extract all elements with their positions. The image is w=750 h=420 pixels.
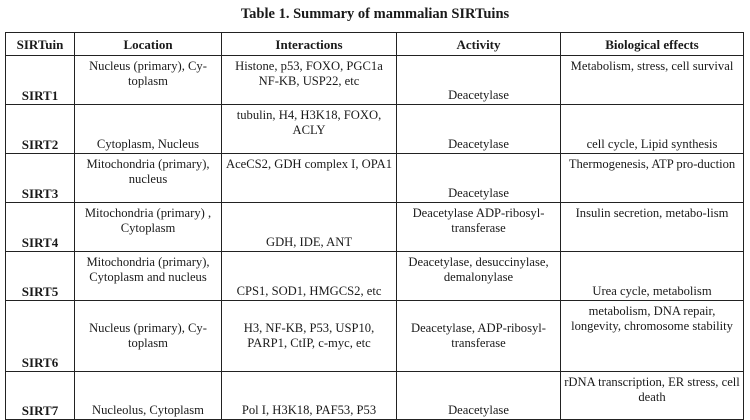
effects-cell: Thermogenesis, ATP pro-duction [561, 154, 744, 203]
sirtuin-name: SIRT1 [6, 56, 75, 105]
location-cell: Nucleus (primary), Cy-toplasm [75, 56, 222, 105]
sirtuin-name: SIRT6 [6, 301, 75, 372]
header-sirtuin: SIRTuin [6, 33, 75, 56]
table-row [6, 56, 744, 105]
activity-cell: Deacetylase [397, 105, 561, 154]
sirtuin-summary-table [5, 32, 744, 420]
activity-cell: Deacetylase [397, 154, 561, 203]
effects-cell: rDNA transcription, ER stress, cell death [561, 372, 744, 420]
interactions-cell: Histone, p53, FOXO, PGC1a NF-KB, USP22, etc [222, 56, 397, 105]
location-cell: Mitochondria (primary), Cytoplasm and nucleus [75, 252, 222, 301]
table-row [6, 154, 744, 203]
table-row [6, 301, 744, 372]
interactions-cell: GDH, IDE, ANT [222, 203, 397, 252]
sirtuin-name: SIRT4 [6, 203, 75, 252]
effects-cell: Metabolism, stress, cell survival [561, 56, 744, 105]
header-activity: Activity [397, 33, 561, 56]
interactions-cell: tubulin, H4, H3K18, FOXO, ACLY [222, 105, 397, 154]
header-interactions: Interactions [222, 33, 397, 56]
activity-cell: Deacetylase [397, 372, 561, 420]
sirtuin-name: SIRT5 [6, 252, 75, 301]
header-biological-effects: Biological effects [561, 33, 744, 56]
table-row [6, 105, 744, 154]
effects-cell: metabolism, DNA repair, longevity, chromosome stability [561, 301, 744, 372]
location-cell: Nucleus (primary), Cy-toplasm [75, 301, 222, 372]
header-row [6, 33, 744, 56]
header-location: Location [75, 33, 222, 56]
table-caption: Table 1. Summary of mammalian SIRTuins [240, 6, 510, 22]
sirtuin-name: SIRT7 [6, 372, 75, 420]
effects-cell: Urea cycle, metabolism [561, 252, 744, 301]
activity-cell: Deacetylase ADP-ribosyl-transferase [397, 203, 561, 252]
sirtuin-name: SIRT2 [6, 105, 75, 154]
interactions-cell: AceCS2, GDH complex I, OPA1 [222, 154, 397, 203]
activity-cell: Deacetylase [397, 56, 561, 105]
interactions-cell: CPS1, SOD1, HMGCS2, etc [222, 252, 397, 301]
sirtuin-name: SIRT3 [6, 154, 75, 203]
location-cell: Mitochondria (primary), nucleus [75, 154, 222, 203]
table-row [6, 372, 744, 420]
interactions-cell: H3, NF-KB, P53, USP10, PARP1, CtIP, c-myc, etc [222, 301, 397, 372]
interactions-cell: Pol I, H3K18, PAF53, P53 [222, 372, 397, 420]
table-row [6, 203, 744, 252]
effects-cell: Insulin secretion, metabo-lism [561, 203, 744, 252]
location-cell: Nucleolus, Cytoplasm [75, 372, 222, 420]
location-cell: Cytoplasm, Nucleus [75, 105, 222, 154]
activity-cell: Deacetylase, desuccinylase, demalonylase [397, 252, 561, 301]
table-row [6, 252, 744, 301]
location-cell: Mitochondria (primary) , Cytoplasm [75, 203, 222, 252]
effects-cell: cell cycle, Lipid synthesis [561, 105, 744, 154]
activity-cell: Deacetylase, ADP-ribosyl-transferase [397, 301, 561, 372]
